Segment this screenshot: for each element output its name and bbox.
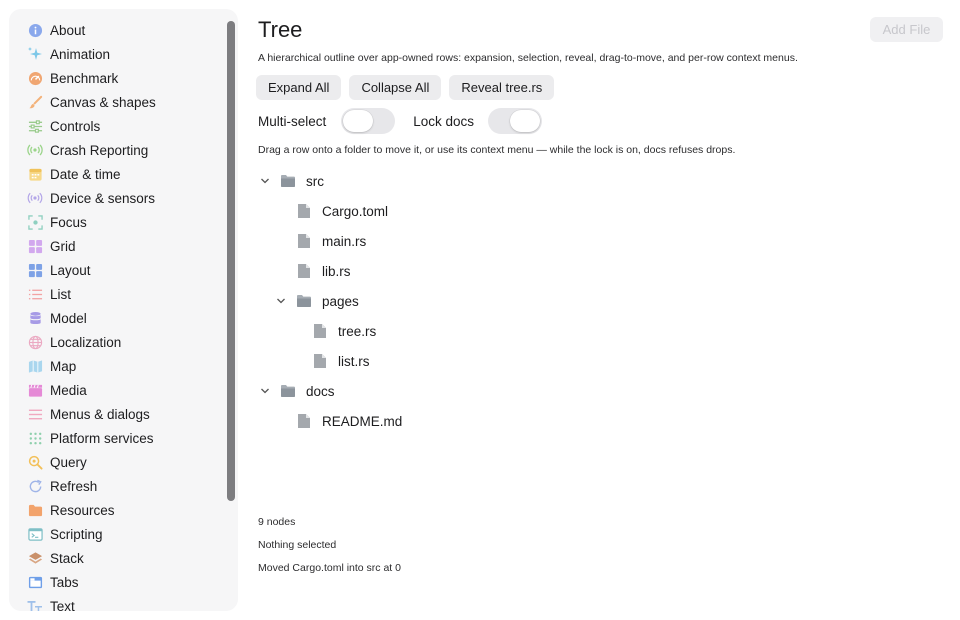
sidebar-item-animation[interactable] xyxy=(9,42,227,66)
sidebar-item-media[interactable] xyxy=(9,378,227,402)
sidebar-item-controls[interactable] xyxy=(9,114,227,138)
sidebar-item-resources[interactable] xyxy=(9,498,227,522)
tree-row-label: list.rs xyxy=(338,353,370,369)
drag-hint: Drag a row onto a folder to move it, or use its context menu — while the lock is on, docs refuses drops. xyxy=(258,144,736,156)
tree-row-label: main.rs xyxy=(322,233,367,249)
grid-icon xyxy=(27,238,43,254)
last-action-status: Moved Cargo.toml into src at 0 xyxy=(258,562,401,574)
tree-row-label: README.md xyxy=(322,413,403,429)
tree-row-label: Cargo.toml xyxy=(322,203,389,219)
paintbrush-icon xyxy=(27,94,43,110)
tree-row-src[interactable] xyxy=(258,166,324,196)
expand-all-button[interactable]: Expand All xyxy=(256,75,341,100)
tree-row-tree-rs[interactable] xyxy=(312,316,376,346)
refresh-icon xyxy=(27,478,43,494)
file-icon xyxy=(296,263,312,279)
sidebar-item-label: Benchmark xyxy=(50,70,119,86)
toggle-row xyxy=(258,108,542,134)
sidebar-scrollbar[interactable] xyxy=(227,21,235,501)
tree-row-pages[interactable] xyxy=(274,286,359,316)
sidebar-item-focus[interactable] xyxy=(9,210,227,234)
multi-select-toggle[interactable] xyxy=(341,108,395,134)
sidebar-item-crash-reporting[interactable] xyxy=(9,138,227,162)
chevron-down-icon[interactable] xyxy=(258,384,272,398)
file-icon xyxy=(296,203,312,219)
sidebar-item-label: Stack xyxy=(50,550,84,566)
sidebar-item-label: Localization xyxy=(50,334,122,350)
sidebar-item-stack[interactable] xyxy=(9,546,227,570)
sidebar xyxy=(9,9,238,611)
tree-row-label: tree.rs xyxy=(338,323,377,339)
sidebar-item-menus-dialogs[interactable] xyxy=(9,402,227,426)
sidebar-item-label: Map xyxy=(50,358,77,374)
list-icon xyxy=(27,286,43,302)
stack-icon xyxy=(27,550,43,566)
sidebar-item-label: Device & sensors xyxy=(50,190,156,206)
tree-row-label: src xyxy=(306,173,324,189)
sparkles-icon xyxy=(27,46,43,62)
tree-row-docs[interactable] xyxy=(258,376,335,406)
folder-icon xyxy=(280,383,296,399)
folder-icon xyxy=(296,293,312,309)
sidebar-item-label: Resources xyxy=(50,502,115,518)
dots-grid-icon xyxy=(27,430,43,446)
sidebar-nav xyxy=(9,18,227,611)
sidebar-item-tabs[interactable] xyxy=(9,570,227,594)
tree-row-list-rs[interactable] xyxy=(312,346,370,376)
focus-icon xyxy=(27,214,43,230)
layout-icon xyxy=(27,262,43,278)
add-file-button[interactable]: Add File xyxy=(870,17,943,42)
sidebar-item-list[interactable] xyxy=(9,282,227,306)
file-icon xyxy=(296,233,312,249)
sidebar-item-localization[interactable] xyxy=(9,330,227,354)
sidebar-item-label: Canvas & shapes xyxy=(50,94,156,110)
folder-icon xyxy=(280,173,296,189)
sidebar-item-grid[interactable] xyxy=(9,234,227,258)
tree-row-label: docs xyxy=(306,383,335,399)
sidebar-item-label: Grid xyxy=(50,238,76,254)
file-icon xyxy=(312,353,328,369)
sidebar-item-query[interactable] xyxy=(9,450,227,474)
sensor-icon xyxy=(27,190,43,206)
map-icon xyxy=(27,358,43,374)
sidebar-item-label: List xyxy=(50,286,72,302)
sidebar-item-label: Refresh xyxy=(50,478,98,494)
sidebar-item-label: Scripting xyxy=(50,526,103,542)
tree-row-lib-rs[interactable] xyxy=(296,256,351,286)
sidebar-item-label: Layout xyxy=(50,262,91,278)
tree-row-label: pages xyxy=(322,293,359,309)
tree-row-readme-md[interactable] xyxy=(296,406,402,436)
sidebar-item-label: Platform services xyxy=(50,430,154,446)
info-icon xyxy=(27,22,43,38)
toggle-knob xyxy=(510,110,540,132)
sidebar-item-device-sensors[interactable] xyxy=(9,186,227,210)
lock-docs-toggle[interactable] xyxy=(488,108,542,134)
action-buttons xyxy=(256,75,554,100)
clapperboard-icon xyxy=(27,382,43,398)
terminal-icon xyxy=(27,526,43,542)
chevron-down-icon[interactable] xyxy=(258,174,272,188)
toggle-knob xyxy=(343,110,373,132)
sidebar-item-label: Animation xyxy=(50,46,111,62)
sidebar-item-label: Media xyxy=(50,382,87,398)
sidebar-item-label: Menus & dialogs xyxy=(50,406,150,422)
collapse-all-button[interactable]: Collapse All xyxy=(349,75,441,100)
file-icon xyxy=(312,323,328,339)
menu-lines-icon xyxy=(27,406,43,422)
text-icon xyxy=(27,598,43,611)
sidebar-item-label: Crash Reporting xyxy=(50,142,149,158)
sidebar-item-label: Text xyxy=(50,598,75,611)
lock-docs-label: Lock docs xyxy=(413,113,475,129)
file-icon xyxy=(296,413,312,429)
sidebar-item-about[interactable] xyxy=(9,18,227,42)
sidebar-item-benchmark[interactable] xyxy=(9,66,227,90)
sidebar-item-label: Date & time xyxy=(50,166,121,182)
broadcast-icon xyxy=(27,142,43,158)
sidebar-item-map[interactable] xyxy=(9,354,227,378)
folder-icon xyxy=(27,502,43,518)
gauge-icon xyxy=(27,70,43,86)
tree-row-cargo-toml[interactable] xyxy=(296,196,388,226)
sidebar-item-label: Tabs xyxy=(50,574,79,590)
magnifier-icon xyxy=(27,454,43,470)
sidebar-item-label: Model xyxy=(50,310,87,326)
page-description: A hierarchical outline over app-owned rows: expansion, selection, reveal, drag-to-move, and per-row context menus. xyxy=(258,52,798,64)
tabs-icon xyxy=(27,574,43,590)
sidebar-item-label: Query xyxy=(50,454,87,470)
sidebar-item-label: About xyxy=(50,22,86,38)
sidebar-item-canvas-shapes[interactable] xyxy=(9,90,227,114)
sidebar-item-refresh[interactable] xyxy=(9,474,227,498)
sidebar-item-text[interactable] xyxy=(9,594,227,611)
node-count: 9 nodes xyxy=(258,516,296,528)
sidebar-item-label: Controls xyxy=(50,118,101,134)
reveal-button[interactable]: Reveal tree.rs xyxy=(449,75,554,100)
tree-row-main-rs[interactable] xyxy=(296,226,366,256)
chevron-down-icon[interactable] xyxy=(274,294,288,308)
main-content xyxy=(258,0,948,620)
globe-icon xyxy=(27,334,43,350)
database-icon xyxy=(27,310,43,326)
multi-select-label: Multi-select xyxy=(258,113,327,129)
sidebar-item-platform-services[interactable] xyxy=(9,426,227,450)
sidebar-item-label: Focus xyxy=(50,214,87,230)
tree-row-label: lib.rs xyxy=(322,263,351,279)
sidebar-item-model[interactable] xyxy=(9,306,227,330)
calendar-icon xyxy=(27,166,43,182)
page-title: Tree xyxy=(258,17,303,42)
sliders-icon xyxy=(27,118,43,134)
selection-status: Nothing selected xyxy=(258,539,337,551)
sidebar-item-date-time[interactable] xyxy=(9,162,227,186)
sidebar-item-scripting[interactable] xyxy=(9,522,227,546)
sidebar-item-layout[interactable] xyxy=(9,258,227,282)
